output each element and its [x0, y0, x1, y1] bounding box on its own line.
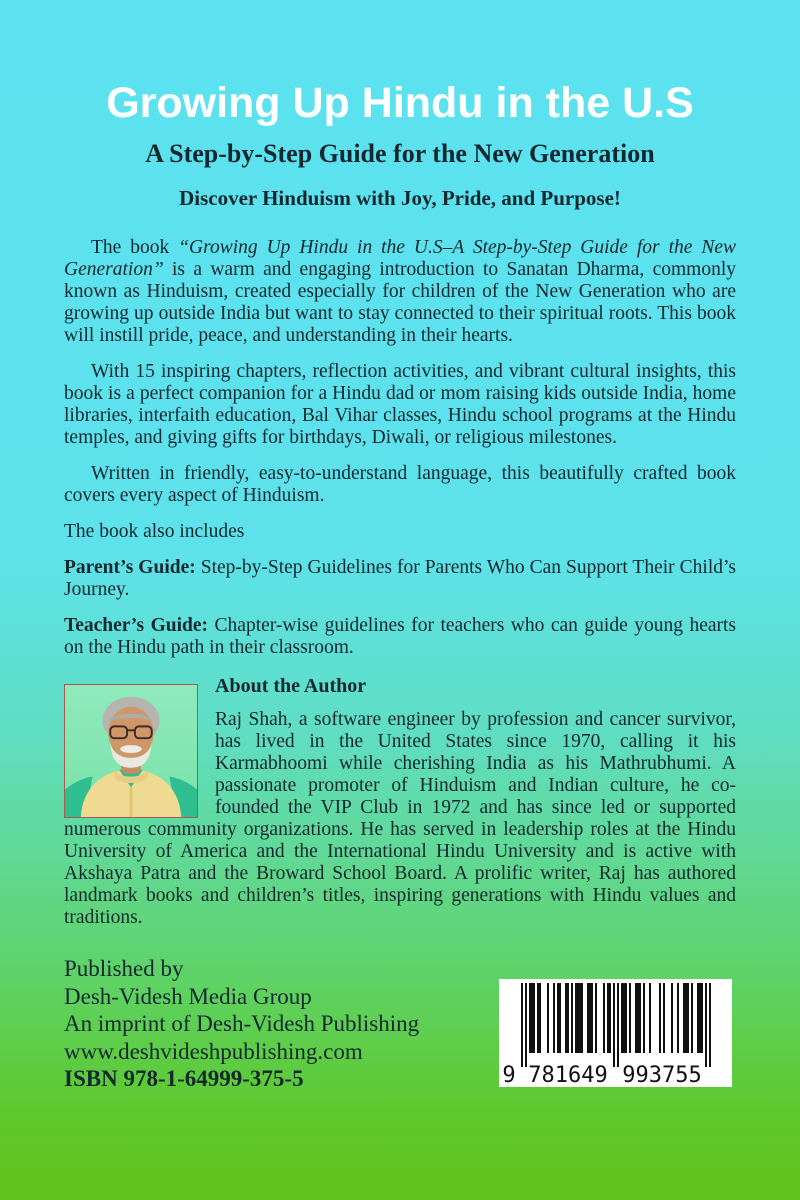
paragraph-intro-rest: is a warm and engaging introduction to Sanatan Dharma, commonly known as Hinduism, created especially for children of the New Generation who are growing up outside India but want to stay connected to their spiritual roots. This book will instill pride, peace, and understanding in their hearts. [64, 259, 736, 347]
book-title: Growing Up Hindu in the U.S [106, 79, 694, 127]
book-tagline: Discover Hinduism with Joy, Pride, and Purpose! [179, 186, 621, 211]
svg-text:9: 9 [502, 1063, 516, 1088]
paragraph-intro-prefix: The book [91, 237, 179, 259]
paragraph-features: With 15 inspiring chapters, reflection activities, and vibrant cultural insights, this book is a perfect companion for a Hindu dad or mom raising kids outside India, home libraries, interfaith education, Bal Vihar classes, Hindu school programs at the Hindu temples, and giving gifts for birthdays, Diwali, or religious milestones. [64, 361, 736, 449]
svg-text:781649: 781649 [528, 1063, 608, 1088]
publisher-website: www.deshvideshpublishing.com [64, 1038, 363, 1064]
about-heading: About the Author [215, 675, 367, 698]
isbn-barcode [499, 979, 732, 1087]
publisher-line-2: Desh-Videsh Media Group [64, 983, 312, 1009]
parents-guide-label: Parent’s Guide: [64, 557, 196, 579]
about-section [64, 675, 736, 929]
blurb-body [64, 237, 736, 1093]
author-bio: Raj Shah, a software engineer by profession and cancer survivor, has lived in the United States since 1970, calling it his Karmabhoomi while cherishing India as his Mathrubhumi. A passionate promoter of Hinduism and Indian culture, he co-founded the VIP Club in 1972 and has since led or supported numerous community organizations. He has served in leadership roles at the Hindu University of America and the International Hindu University and is active with Akshaya Patra and the Broward School Board. A prolific writer, Raj has authored landmark books and children’s titles, inspiring generations with Hindu values and traditions. [64, 709, 736, 929]
publisher-block [64, 955, 419, 1093]
author-portrait-illustration [65, 685, 197, 817]
author-photo [64, 684, 198, 818]
book-subtitle: A Step-by-Step Guide for the New Generation [145, 139, 655, 169]
includes-intro: The book also includes [64, 521, 245, 543]
footer-section [64, 955, 736, 1093]
paragraph-language: Written in friendly, easy-to-understand language, this beautifully crafted book covers every aspect of Hinduism. [64, 463, 736, 507]
publisher-line-1: Published by [64, 956, 184, 982]
paragraph-intro-book-title-italic: “Growing Up Hindu in the U.S–A Step-by-Step Guide for the New Generation” [64, 237, 736, 281]
isbn-number: ISBN 978-1-64999-375-5 [64, 1066, 304, 1092]
teachers-guide-label: Teacher’s Guide: [64, 615, 209, 637]
svg-text:993755: 993755 [622, 1063, 702, 1088]
publisher-line-3: An imprint of Desh-Videsh Publishing [64, 1011, 420, 1037]
parents-guide [64, 557, 736, 601]
paragraph-intro [64, 237, 736, 347]
parents-guide-text: Step-by-Step Guidelines for Parents Who Can Support Their Child’s Journey. [64, 557, 736, 601]
teachers-guide [64, 615, 736, 659]
teachers-guide-text: Chapter-wise guidelines for teachers who can guide young hearts on the Hindu path in their classroom. [64, 615, 737, 659]
ean13-barcode-graphic [499, 979, 732, 1087]
